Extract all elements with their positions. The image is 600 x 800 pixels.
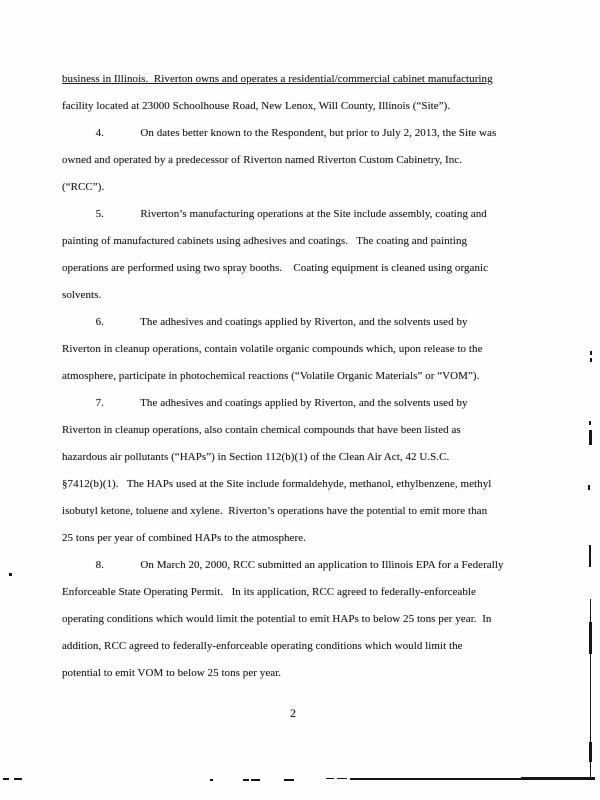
text-line: solvents.	[62, 289, 102, 301]
scan-artifact	[589, 742, 592, 762]
scan-artifact	[243, 779, 249, 781]
scan-artifact	[589, 545, 591, 567]
text-line: business in Illinois. Riverton owns and operates a residential/commercial cabinet manufacturing	[62, 73, 493, 85]
text-line: owned and operated by a predecessor of Riverton named Riverton Custom Cabinetry, Inc.	[62, 154, 463, 166]
text-line: §7412(b)(1). The HAPs used at the Site include formaldehyde, methanol, ethylbenzene, methyl	[62, 478, 492, 490]
text-line: isobutyl ketone, toluene and xylene. Riverton’s operations have the potential to emit more than	[62, 505, 488, 517]
scan-artifact	[9, 573, 12, 576]
scan-artifact	[3, 778, 9, 780]
scan-artifact	[284, 779, 294, 781]
text-line: hazardous air pollutants (“HAPs”) in Section 112(b)(1) of the Clean Air Act, 42 U.S.C.	[62, 451, 450, 463]
page-number: 2	[290, 706, 296, 720]
text-line-paragraph-6: 6. The adhesives and coatings applied by Riverton, and the solvents used by	[62, 316, 468, 328]
text-line: addition, RCC agreed to federally-enforceable operating conditions which would limit the	[62, 640, 463, 652]
text-line: Riverton in cleanup operations, contain volatile organic compounds which, upon release to the	[62, 343, 483, 355]
document-body	[62, 66, 562, 687]
text-line: operations are performed using two spray booths. Coating equipment is cleaned using organic	[62, 262, 489, 274]
scan-artifact	[590, 358, 592, 362]
scan-artifact	[589, 430, 592, 445]
scan-artifact	[590, 351, 592, 355]
text-line: facility located at 23000 Schoolhouse Road, New Lenox, Will County, Illinois (“Site”).	[62, 100, 451, 112]
text-line: Riverton in cleanup operations, also contain chemical compounds that have been listed as	[62, 424, 461, 436]
text-line: operating conditions which would limit the potential to emit HAPs to below 25 tons per year. In	[62, 613, 492, 625]
text-line-paragraph-7: 7. The adhesives and coatings applied by Riverton, and the solvents used by	[62, 397, 468, 409]
text-line-paragraph-8: 8. On March 20, 2000, RCC submitted an application to Illinois EPA for a Federally	[62, 559, 504, 571]
scan-artifact	[589, 421, 591, 425]
scan-artifact	[588, 485, 590, 490]
text-line: Enforceable State Operating Permit. In its application, RCC agreed to federally-enforceable	[62, 586, 476, 598]
scan-artifact	[521, 777, 595, 780]
text-line: potential to emit VOM to below 25 tons per year.	[62, 667, 282, 679]
scan-artifact	[210, 779, 213, 781]
text-line: (“RCC”).	[62, 181, 105, 193]
text-line-paragraph-5: 5. Riverton’s manufacturing operations at the Site include assembly, coating and	[62, 208, 487, 220]
text-line: atmosphere, participate in photochemical reactions (“Volatile Organic Materials” or “VOM”).	[62, 370, 480, 382]
scan-artifact	[589, 622, 592, 654]
text-line-paragraph-4: 4. On dates better known to the Respondent, but prior to July 2, 2013, the Site was	[62, 127, 497, 139]
text-line: painting of manufactured cabinets using adhesives and coatings. The coating and painting	[62, 235, 468, 247]
scan-artifact	[251, 779, 260, 781]
scan-artifact	[326, 778, 334, 779]
scan-artifact	[14, 778, 22, 780]
scan-artifact	[337, 778, 347, 779]
text-line: 25 tons per year of combined HAPs to the atmosphere.	[62, 532, 306, 544]
